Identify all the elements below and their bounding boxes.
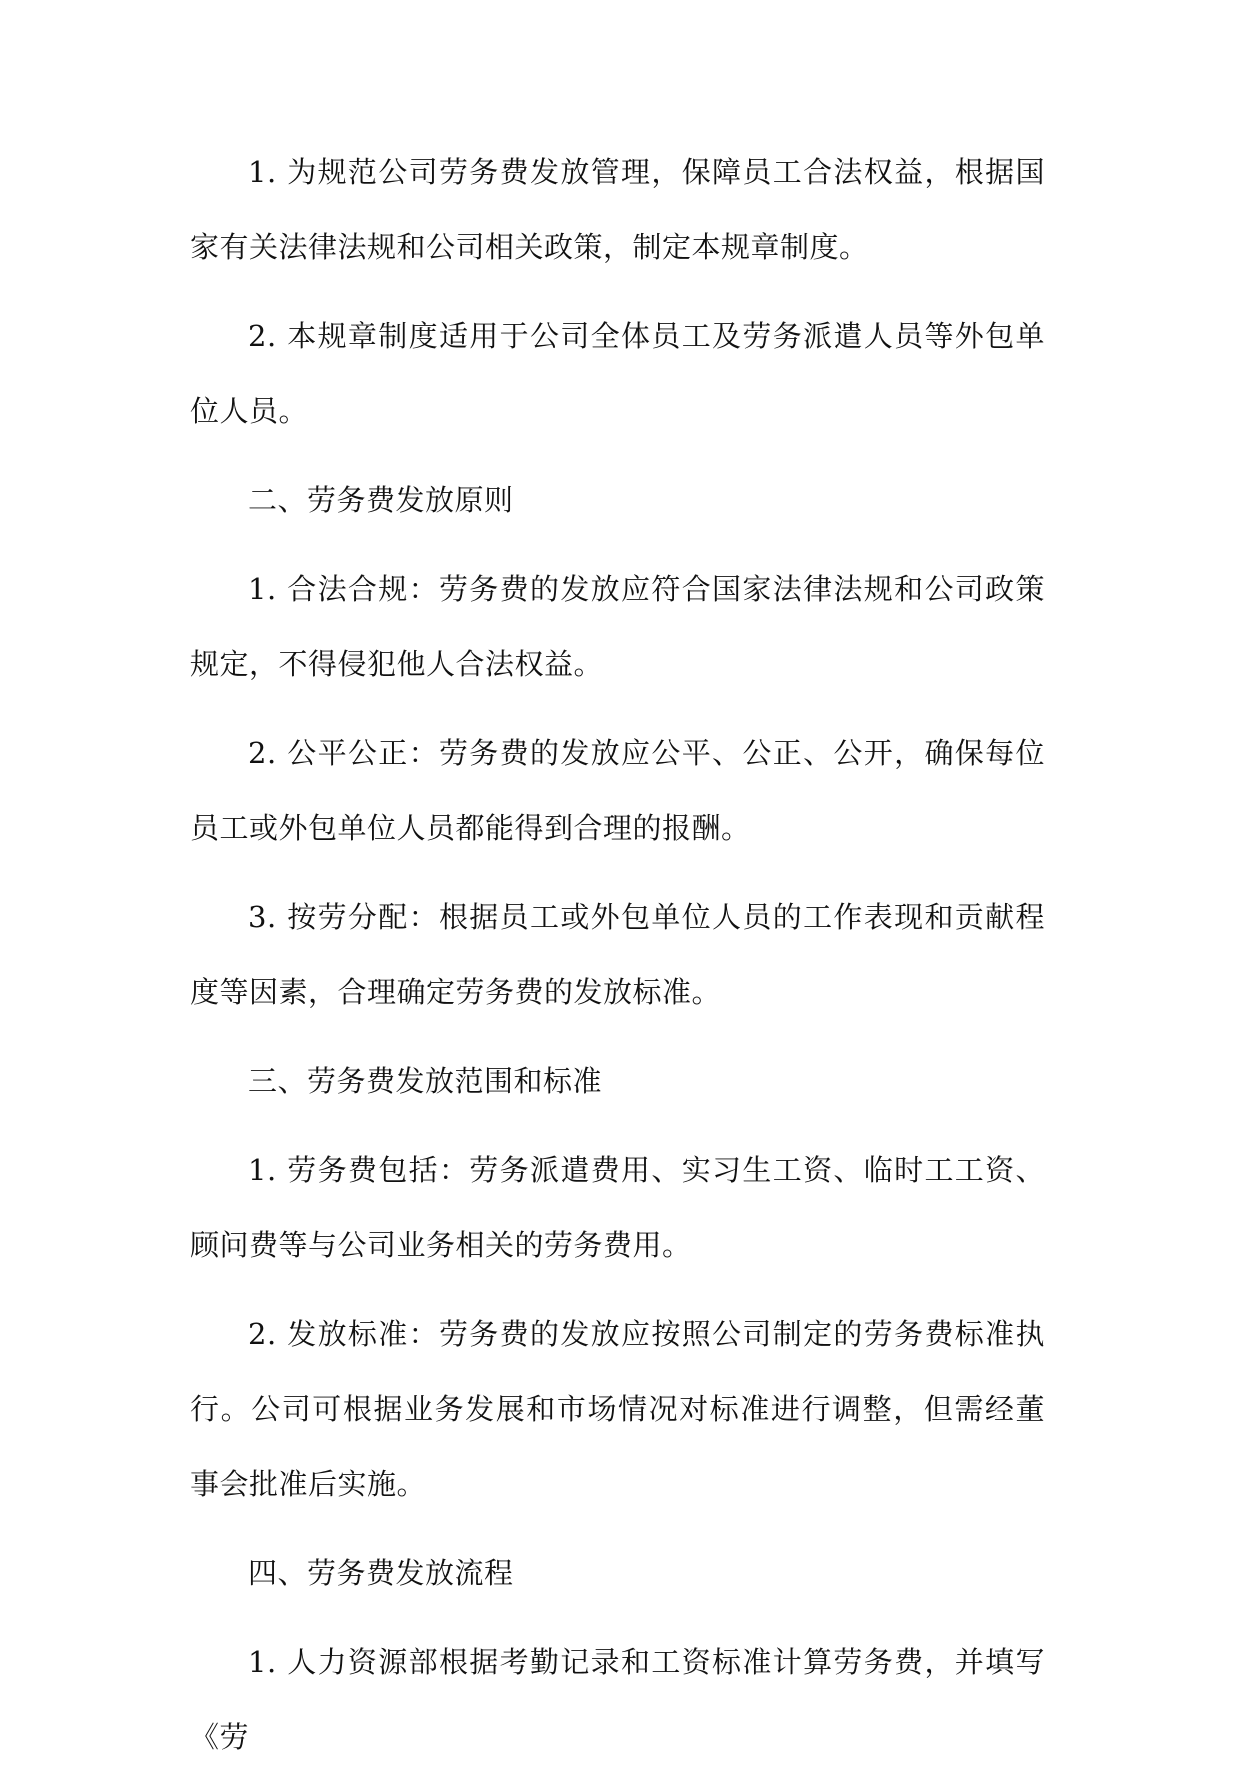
clause-paragraph: 1. 为规范公司劳务费发放管理，保障员工合法权益，根据国家有关法律法规和公司相关政策，制定本规章制度。 bbox=[190, 155, 1045, 264]
clause-paragraph: 3. 按劳分配：根据员工或外包单位人员的工作表现和贡献程度等因素，合理确定劳务费的发放标准。 bbox=[190, 900, 1045, 1009]
clause-paragraph: 2. 发放标准：劳务费的发放应按照公司制定的劳务费标准执行。公司可根据业务发展和市场情况对标准进行调整，但需经董事会批准后实施。 bbox=[190, 1317, 1045, 1501]
section-heading: 二、劳务费发放原则 bbox=[248, 483, 514, 517]
section-heading: 四、劳务费发放流程 bbox=[248, 1556, 514, 1590]
clause-paragraph: 1. 合法合规：劳务费的发放应符合国家法律法规和公司政策规定，不得侵犯他人合法权益。 bbox=[190, 572, 1045, 681]
clause-paragraph: 2. 本规章制度适用于公司全体员工及劳务派遣人员等外包单位人员。 bbox=[190, 319, 1045, 428]
section-heading: 三、劳务费发放范围和标准 bbox=[248, 1064, 603, 1098]
document-body bbox=[190, 135, 1045, 1789]
clause-paragraph: 1. 人力资源部根据考勤记录和工资标准计算劳务费，并填写《劳 bbox=[190, 1645, 1045, 1754]
clause-paragraph: 1. 劳务费包括：劳务派遣费用、实习生工资、临时工工资、顾问费等与公司业务相关的劳务费用。 bbox=[190, 1153, 1045, 1262]
clause-paragraph: 2. 公平公正：劳务费的发放应公平、公正、公开，确保每位员工或外包单位人员都能得到合理的报酬。 bbox=[190, 736, 1045, 845]
